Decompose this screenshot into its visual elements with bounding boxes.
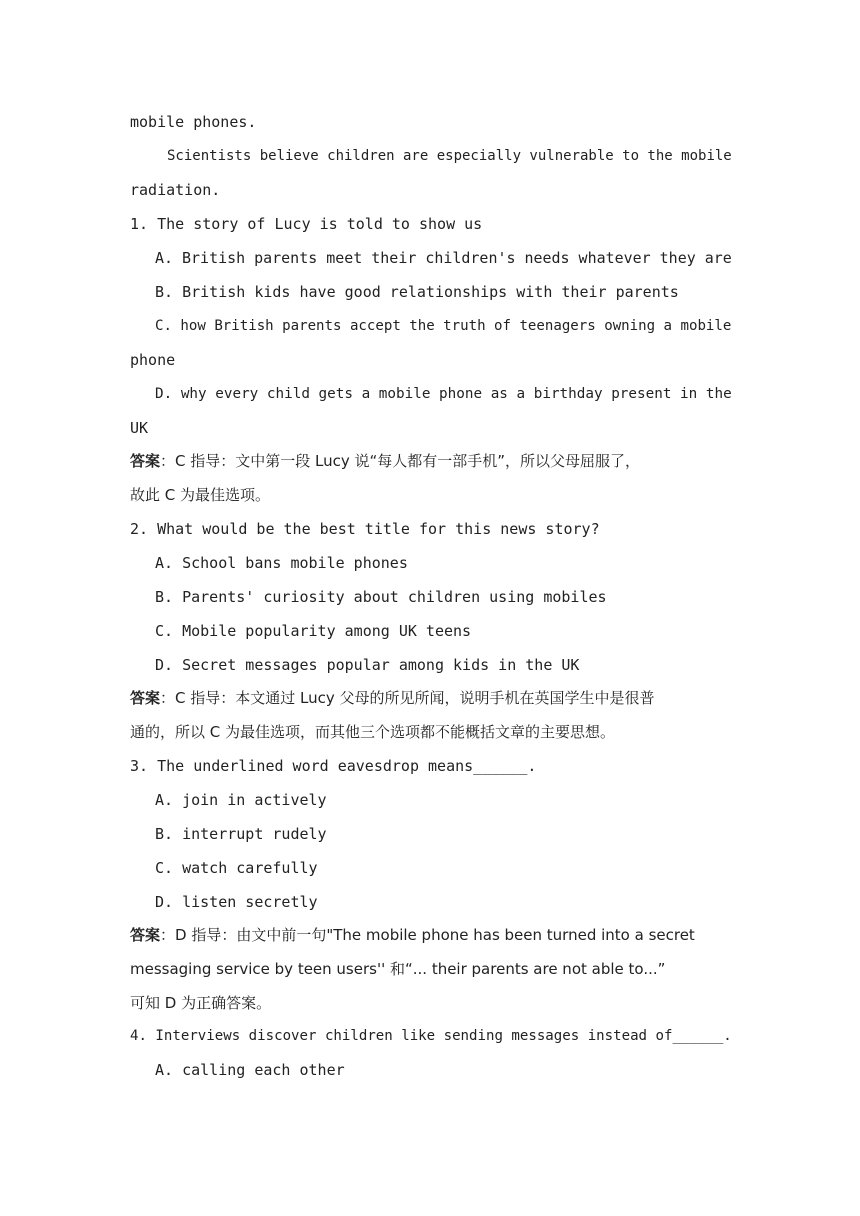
question-3-answer	[130, 925, 695, 945]
question-3-stem: 3. The underlined word eavesdrop means______.	[130, 757, 537, 775]
answer-label: 答案	[130, 689, 161, 707]
question-2-answer-cont: 通的，所以 C 为最佳选项，而其他三个选项都不能概括文章的主要思想。	[130, 723, 616, 741]
question-2-option-a: A. School bans mobile phones	[155, 554, 408, 572]
question-1-option-c: C. how British parents accept the truth of teenagers owning a mobile	[155, 318, 732, 334]
question-3-option-b: B. interrupt rudely	[155, 825, 327, 843]
question-4-stem: 4. Interviews discover children like sending messages instead of______.	[130, 1028, 732, 1044]
answer-label: 答案	[130, 452, 161, 470]
intro-line: Scientists believe children are especially vulnerable to the mobile	[167, 148, 732, 164]
question-1-answer-cont: 故此 C 为最佳选项。	[130, 486, 271, 504]
intro-line: mobile phones.	[130, 113, 257, 131]
question-3-option-c: C. watch carefully	[155, 859, 318, 877]
question-3-option-d: D. listen secretly	[155, 893, 318, 911]
answer-label: 答案	[130, 926, 161, 944]
question-2-stem: 2. What would be the best title for this news story?	[130, 520, 600, 538]
answer-text: ：C 指导：文中第一段 Lucy 说“每人都有一部手机”，所以父母屈服了，	[160, 452, 641, 470]
answer-text: ：D 指导：由文中前一句"The mobile phone has been turned into a secret	[160, 926, 695, 944]
question-1-stem: 1. The story of Lucy is told to show us	[130, 215, 483, 233]
question-1-option-a: A. British parents meet their children's needs whatever they are	[155, 249, 732, 267]
answer-text: ：C 指导：本文通过 Lucy 父母的所见所闻，说明手机在英国学生中是很普	[160, 689, 655, 707]
question-1-option-d: D. why every child gets a mobile phone as a birthday present in the	[155, 386, 732, 402]
question-2-option-c: C. Mobile popularity among UK teens	[155, 622, 472, 640]
question-1-option-d-cont: UK	[130, 419, 149, 437]
question-3-answer-cont: 可知 D 为正确答案。	[130, 994, 272, 1012]
question-1-option-c-cont: phone	[130, 351, 176, 369]
question-3-option-a: A. join in actively	[155, 791, 327, 809]
question-2-option-b: B. Parents' curiosity about children using mobiles	[155, 588, 607, 606]
intro-line: radiation.	[130, 181, 221, 199]
question-2-answer	[130, 688, 655, 708]
question-2-option-d: D. Secret messages popular among kids in the UK	[155, 656, 580, 674]
question-1-option-b: B. British kids have good relationships with their parents	[155, 283, 679, 301]
question-4-option-a: A. calling each other	[155, 1061, 345, 1079]
question-3-answer-cont: messaging service by teen users'' 和“... their parents are not able to...”	[130, 960, 666, 978]
question-1-answer	[130, 451, 640, 471]
